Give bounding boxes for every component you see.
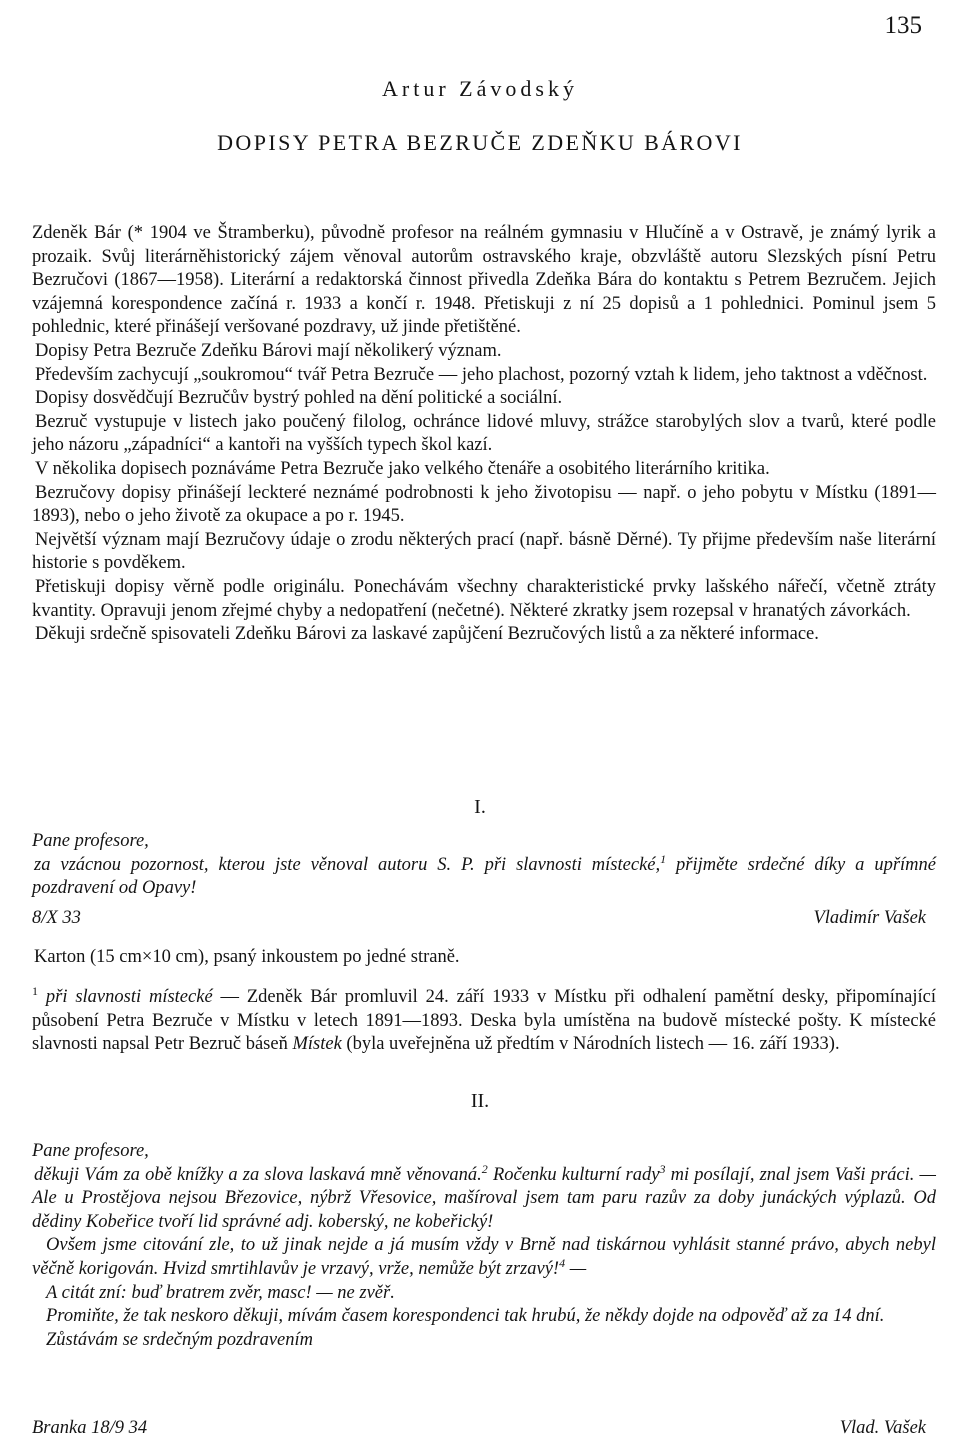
intro-paragraph: Zdeněk Bár (* 1904 ve Štramberku), původně profesor na reálném gymnasiu v Hlučíně a v Ostravě, je známý lyrik a prozaik. Svůj literárněhistorický zájem věnoval autorům ostravského kraje, obzvláště autoru Slezských písní Petru Bezručovi (1867—1958). Literární a redaktorská činnost přivedla Zdeňka Bára do kontaktu s Petrem Bezručem. Jejich vzájemná korespondence začíná r. 1933 a končí r. 1948. Přetiskuji z ní 25 dopisů a 1 pohlednici. Pominul jsem 5 pohlednic, které přinášejí veršované pozdravy, už jinde přetištěné. <box>32 223 936 338</box>
intro-paragraph: V několika dopisech poznáváme Petra Bezruče jako velkého čtenáře a osobitého literárního kritika. <box>35 458 770 479</box>
letter-text: Ročenku kulturní rady <box>487 1164 660 1185</box>
intro-paragraph: Bezručovy dopisy přinášejí leckteré neznámé podrobnosti k jeho životopisu — např. o jeho pobytu v Místku (1891—1893), nebo o jeho životě za okupace a po r. 1945. <box>32 482 936 527</box>
letter-paragraph: A citát zní: buď bratrem zvěr, masc! — ne zvěř. <box>46 1282 395 1303</box>
footnote-number: 1 <box>32 983 38 998</box>
page-number: 135 <box>884 12 922 39</box>
letter-body <box>32 1140 936 1352</box>
description-text: Karton (15 cm×10 cm), psaný inkoustem po jedné straně. <box>34 947 460 967</box>
letter-paragraph <box>32 1234 936 1281</box>
introduction <box>32 222 936 647</box>
letter-closing <box>32 1418 926 1439</box>
footnote-text <box>32 983 936 1057</box>
letter-text: Ovšem jsme citování zle, to už jinak nejde a já musím vždy v Brně nad tiskárnou vyhlásit stanné právo, abych nebyl věčně korigován. Hvizd smrtihlavův je vrzavý, vrže, nemůže být zrzavý! <box>32 1235 936 1279</box>
article-title: DOPISY PETRA BEZRUČE ZDEŇKU BÁROVI <box>217 130 743 155</box>
letter-text: za vzácnou pozornost, kterou jste věnoval autoru S. P. při slavnosti místecké, <box>34 854 661 875</box>
footnote-body: (byla uveřejněna už předtím v Národních listech — 16. září 1933). <box>341 1034 840 1055</box>
footnote-ref: 2 <box>481 1161 488 1176</box>
footnote <box>32 983 936 1057</box>
footnote-ref: 4 <box>559 1255 566 1270</box>
letter-signature: Vladimír Vašek <box>813 908 926 928</box>
letter-salutation: Pane profesore, <box>32 831 149 851</box>
footnote-body: — Zdeněk Bár promluvil 24. září 1933 v Místku při odhalení pamětní desky, připomínající působení Petra Bezruče v Místku v letech 1891—1893. Deska byla umístěna na budově místecké pošty. K místecké slavnosti napsal Petr Bezruč báseň <box>32 987 936 1055</box>
author-name: Artur Závodský <box>382 76 578 101</box>
intro-paragraph: Bezruč vystupuje v listech jako poučený filolog, ochránce lidové mluvy, strážce starobylých slov a tvarů, které podle jeho názoru „západníci“ a kantoři na vyšších typech škol kazí. <box>32 411 936 456</box>
letter-description <box>34 946 938 970</box>
letter-salutation: Pane profesore, <box>32 1141 149 1161</box>
letter-date: 8/X 33 <box>32 908 81 928</box>
letter-text: děkuji Vám za obě knížky a za slova laskavá mně věnovaná. <box>34 1164 482 1185</box>
letter-date: Branka 18/9 34 <box>32 1418 148 1438</box>
intro-paragraph: Dopisy Petra Bezruče Zdeňku Bárovi mají několikerý význam. <box>35 340 502 361</box>
letter-closing <box>32 908 926 929</box>
letter-signature: Vlad. Vašek <box>839 1418 926 1438</box>
letter-paragraph: Promiňte, že tak neskoro děkuji, mívám časem korespondenci tak hrubú, že někdy dojde na odpověď až za 14 dní. <box>46 1306 885 1327</box>
footnote-work-title: Místek <box>292 1034 342 1055</box>
letter-number: I. <box>474 796 486 818</box>
letter-body <box>32 830 936 901</box>
footnote-lemma: při slavnosti místecké <box>45 987 213 1007</box>
letter-text: přijměte srdečné díky a upřímné pozdravení od Opavy! <box>32 854 936 899</box>
letter-paragraph: Zůstávám se srdečným pozdravením <box>46 1329 314 1350</box>
intro-paragraph: Největší význam mají Bezručovy údaje o zrodu některých prací (např. básně Děrné). Ty přijme především naše literární historie s povděkem. <box>32 529 936 574</box>
letter-text: — <box>565 1258 587 1279</box>
intro-paragraph: Děkuji srdečně spisovateli Zdeňku Bárovi za laskavé zapůjčení Bezručových listů a za některé informace. <box>35 624 819 645</box>
footnote-ref: 3 <box>659 1161 666 1176</box>
intro-paragraph: Přetiskuji dopisy věrně podle originálu. Ponechávám všechny charakteristické prvky lašského nářečí, včetně ztráty kvantity. Opravuji jenom zřejmé chyby a nedopatření (nečetné). Některé zkratky jsem rozepsal v hranatých závorkách. <box>32 576 936 621</box>
letter-number: II. <box>470 1090 490 1112</box>
intro-paragraph: Především zachycují „soukromou“ tvář Petra Bezruče — jeho plachost, pozorný vztah k lidem, jeho taktnost a vděčnost. <box>35 364 928 385</box>
letter-paragraph <box>32 851 936 901</box>
intro-paragraph: Dopisy dosvědčují Bezručův bystrý pohled na dění politické a sociální. <box>35 388 563 409</box>
footnote-ref: 1 <box>660 851 667 866</box>
letter-paragraph <box>32 1161 936 1235</box>
letter-text: mi posílají, znal jsem Vaši práci. — Ale u Prostějova nejsou Březovice, nýbrž Vřesovice, mašíroval jsem tam paru razův za doby junáckých výplazů. Od dědiny Kobeřice tvoří lid správné adj. koberský, ne kobeřický! <box>32 1164 936 1232</box>
